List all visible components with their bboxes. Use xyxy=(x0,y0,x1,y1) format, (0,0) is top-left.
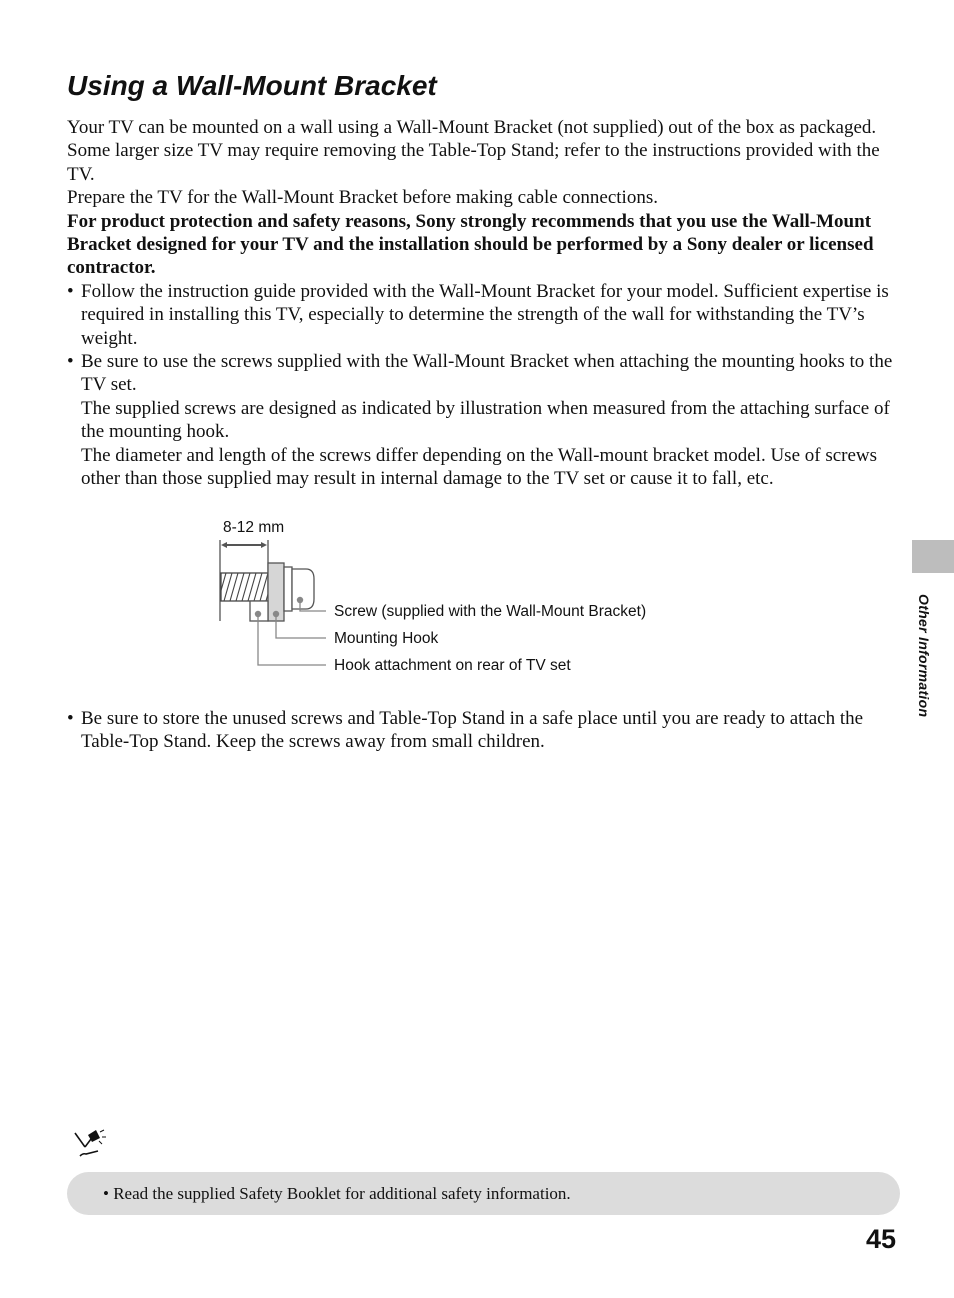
screw-head-neck xyxy=(284,567,292,611)
bullet-text: Be sure to use the screws supplied with the Wall-Mount Bracket when attaching the mounting hooks to the TV set. xyxy=(81,351,893,396)
screw-diagram-svg xyxy=(210,515,690,685)
hint-text: • Read the supplied Safety Booklet for additional safety information. xyxy=(103,1184,571,1203)
list-item xyxy=(67,707,903,754)
list-item xyxy=(67,350,903,490)
label-mounting-hook: Mounting Hook xyxy=(334,630,439,647)
hint-box xyxy=(67,1172,900,1215)
label-screw: Screw (supplied with the Wall-Mount Bracket) xyxy=(334,603,647,620)
page-title: Using a Wall-Mount Bracket xyxy=(67,70,437,101)
bullet-text: Be sure to store the unused screws and Table-Top Stand in a safe place until you are ready to attach the Table-Top Stand. Keep the screws away from small children. xyxy=(81,708,864,753)
bullet-dot: • xyxy=(67,708,74,729)
bullet-dot: • xyxy=(67,351,74,373)
screw-head xyxy=(292,569,314,609)
leader-line-attachment xyxy=(258,614,326,665)
screw-diagram xyxy=(210,515,690,690)
bullet-dot: • xyxy=(67,280,74,302)
list-item xyxy=(67,280,903,350)
main-text xyxy=(67,116,903,491)
dimension-label: 8-12 mm xyxy=(223,519,285,536)
last-bullet xyxy=(67,707,903,754)
dimension-arrow-head xyxy=(221,542,227,548)
bullet-text-continued: The diameter and length of the screws differ depending on the Wall-mount bracket model. Use of screws other than those supplied may result in internal damage to the TV set or cause it to fall, etc. xyxy=(81,444,878,490)
section-tab xyxy=(912,540,954,573)
intro-paragraph-1: Your TV can be mounted on a wall using a Wall-Mount Bracket (not supplied) out of the box as packaged. Some larger size TV may require removing the Table-Top Stand; refer to the instructions provided with the TV. xyxy=(67,117,880,185)
section-label: Other Information xyxy=(916,594,932,718)
label-hook-attachment: Hook attachment on rear of TV set xyxy=(334,657,571,674)
page-number: 45 xyxy=(866,1224,897,1254)
bullet-text: Follow the instruction guide provided with the Wall-Mount Bracket for your model. Sufficient expertise is required in installing this TV, especially to determine the strength of the wall for withstanding the TV’s weight. xyxy=(81,280,889,349)
hint-lamp-icon xyxy=(72,1127,110,1166)
bullet-text-continued: The supplied screws are designed as indicated by illustration when measured from the attaching surface of the mounting hook. xyxy=(81,397,890,443)
dimension-arrow-head xyxy=(261,542,267,548)
intro-paragraph-2: Prepare the TV for the Wall-Mount Bracket before making cable connections. xyxy=(67,187,658,209)
safety-warning: For product protection and safety reasons, Sony strongly recommends that you use the Wall-Mount Bracket designed for your TV and the installation should be performed by a Sony dealer or licensed contractor. xyxy=(67,210,874,279)
